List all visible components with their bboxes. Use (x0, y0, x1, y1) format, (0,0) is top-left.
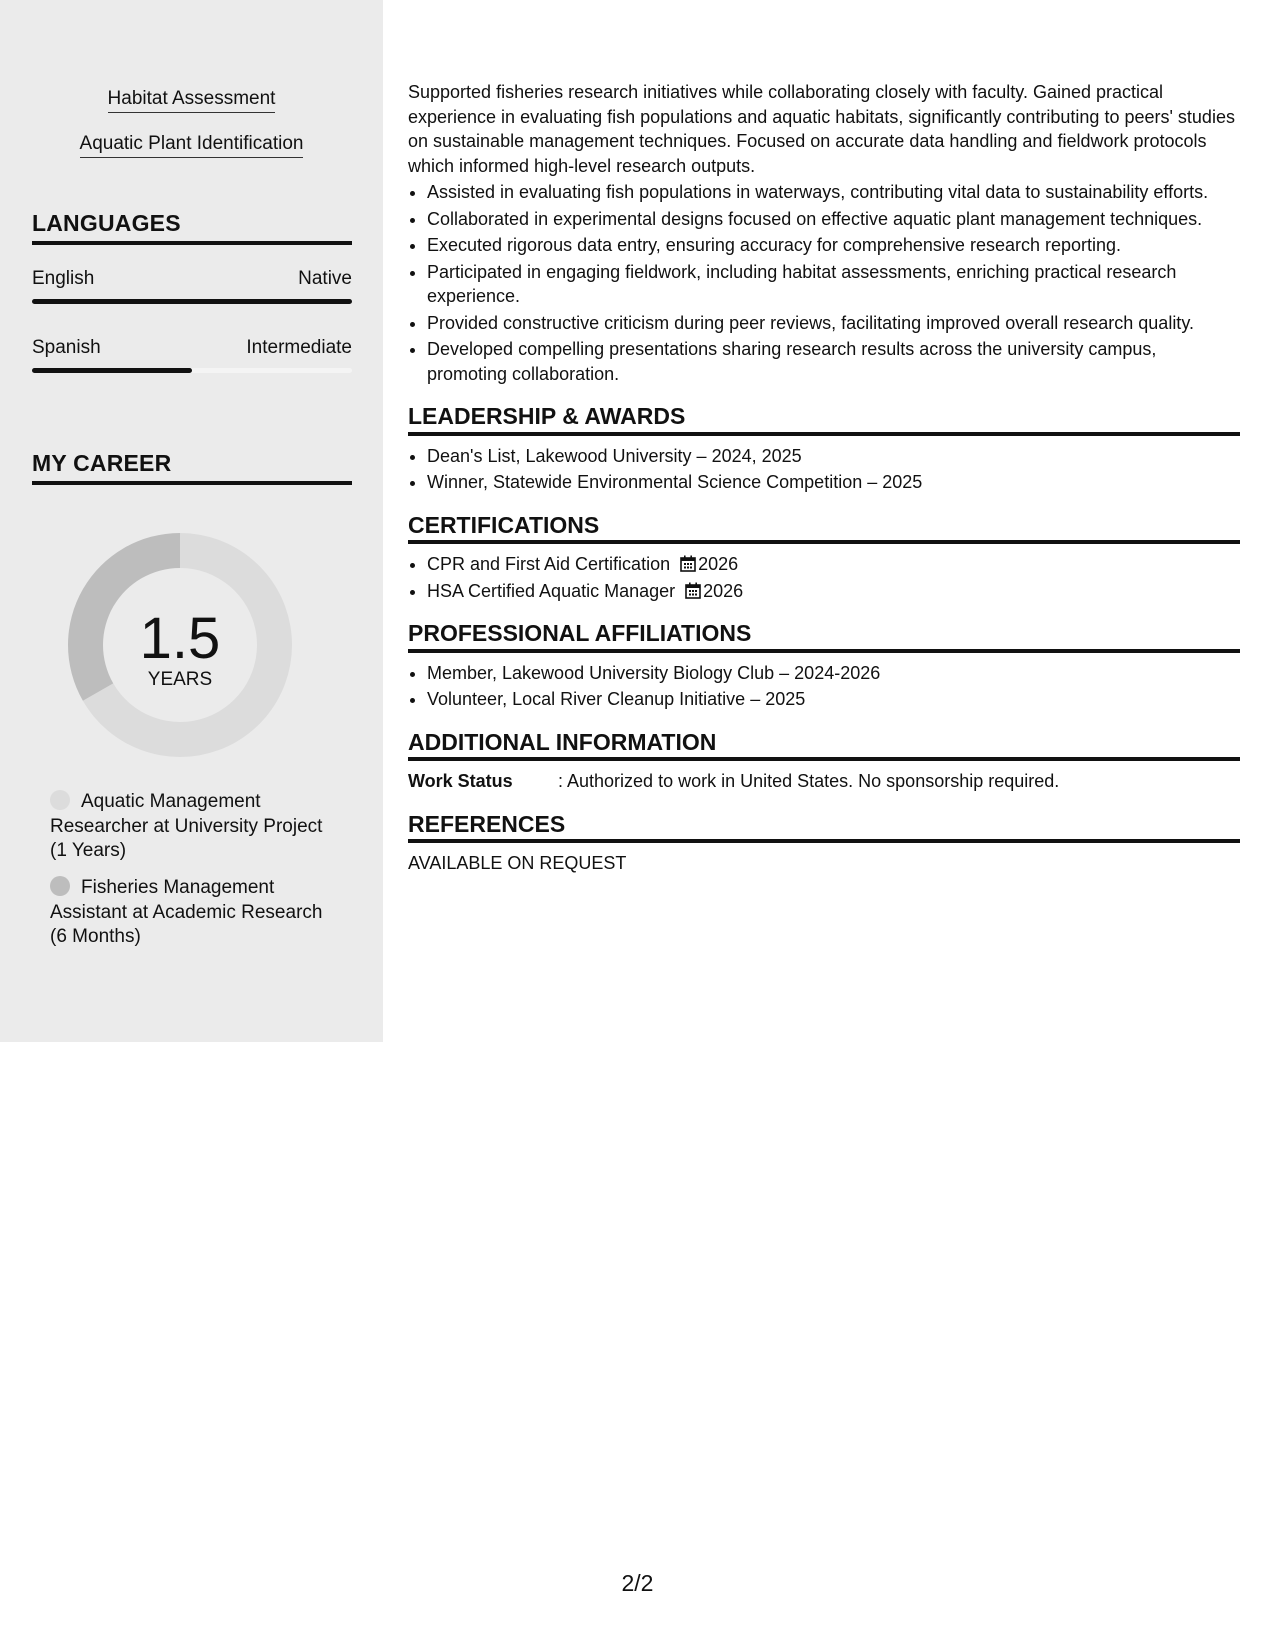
affiliations-list (408, 661, 1240, 712)
career-unit: YEARS (147, 669, 213, 690)
certifications-heading: CERTIFICATIONS (408, 513, 1240, 545)
references-text: AVAILABLE ON REQUEST (408, 853, 627, 873)
language-bar-fill (32, 299, 352, 304)
list-item: • Dean's List, Lakewood University – 2024, 2025 (427, 444, 1240, 469)
certifications-list (408, 552, 1240, 603)
language-bar-spanish (32, 368, 352, 373)
skill-habitat-assessment[interactable]: Habitat Assessment (0, 88, 383, 110)
certification-year: 2026 (698, 554, 739, 574)
leadership-heading: LEADERSHIP & AWARDS (408, 404, 1240, 436)
list-item: • Assisted in evaluating fish populations in waterways, contributing vital data to sustainability efforts. (427, 180, 1240, 205)
list-item: • Member, Lakewood University Biology Club – 2024-2026 (427, 661, 1240, 686)
certification-year: 2026 (703, 580, 744, 601)
list-item: • Developed compelling presentations sharing research results across the university campus, promoting collaboration. (427, 337, 1240, 386)
references-heading: REFERENCES (408, 812, 1240, 844)
affiliations-heading: PROFESSIONAL AFFILIATIONS (408, 621, 1240, 653)
language-name: Spanish (32, 337, 101, 358)
experience-bullets (408, 180, 1240, 386)
career-legend-item (50, 876, 340, 950)
career-total: 1.5 (139, 606, 221, 671)
languages-heading: LANGUAGES (32, 210, 352, 245)
list-item: • Provided constructive criticism during peer reviews, facilitating improved overall research quality. (427, 311, 1240, 336)
additional-info-heading: ADDITIONAL INFORMATION (408, 730, 1240, 762)
list-item (427, 552, 1240, 577)
language-level: Intermediate (246, 337, 352, 358)
language-bar-english (32, 299, 352, 304)
career-legend-item (50, 790, 340, 864)
sidebar (0, 0, 383, 1042)
certification-name: CPR and First Aid Certification (427, 554, 671, 574)
work-status-label: Work Status (408, 771, 513, 791)
language-level: Native (298, 268, 352, 289)
list-item: • Winner, Statewide Environmental Science Competition – 2025 (427, 470, 1240, 495)
language-row-spanish (32, 337, 352, 359)
calendar-icon (680, 555, 696, 572)
page-number: 2/2 (621, 1570, 654, 1596)
language-bar-fill (32, 368, 192, 373)
experience-summary: Supported fisheries research initiatives while collaborating closely with faculty. Gained practical experience in evaluating fish populations and aquatic habitats, significantly contributing to peers' studies on sustainable management techniques. Focused on accurate data handling and fieldwork protocols which informed high-level research outputs. (408, 82, 1235, 176)
calendar-icon (685, 582, 701, 599)
language-name: English (32, 268, 95, 289)
list-item: • Participated in engaging fieldwork, including habitat assessments, enriching practical research experience. (427, 260, 1240, 309)
language-row-english (32, 268, 352, 290)
career-donut-chart (65, 530, 295, 760)
skill-aquatic-plant-identification[interactable]: Aquatic Plant Identification (0, 133, 383, 155)
leadership-list (408, 444, 1240, 495)
work-status-value: : Authorized to work in United States. No sponsorship required. (558, 771, 1060, 791)
list-item (427, 579, 1240, 604)
certification-name: HSA Certified Aquatic Manager (427, 580, 676, 601)
main-content (408, 80, 1240, 876)
legend-dot (50, 876, 70, 896)
career-item-text: Aquatic Management Researcher at University Project (1 Years) (50, 791, 323, 861)
list-item: • Volunteer, Local River Cleanup Initiative – 2025 (427, 687, 1240, 712)
list-item: • Collaborated in experimental designs focused on effective aquatic plant management techniques. (427, 207, 1240, 232)
legend-dot (50, 790, 70, 810)
list-item: • Executed rigorous data entry, ensuring accuracy for comprehensive research reporting. (427, 233, 1240, 258)
career-item-text: Fisheries Management Assistant at Academic Research (6 Months) (50, 877, 323, 947)
career-heading: MY CAREER (32, 450, 352, 485)
work-status-row (408, 769, 1240, 794)
